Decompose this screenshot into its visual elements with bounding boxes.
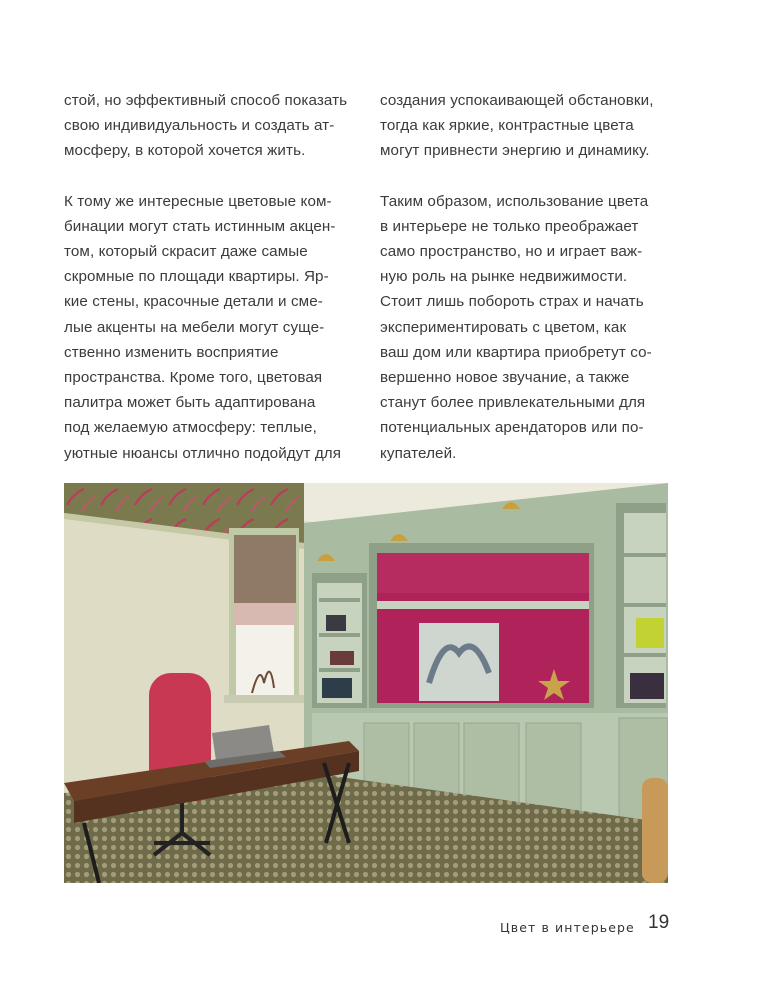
text-line: лые акценты на мебели могут суще-	[64, 318, 325, 336]
paragraph	[64, 88, 364, 164]
text-line: само пространство, но и играет важ-	[380, 243, 643, 261]
right-text-column	[380, 88, 680, 491]
section-title: Цвет в интерьере	[500, 920, 635, 935]
text-line: экспериментировать с цветом, как	[380, 318, 627, 336]
text-line: Таким образом, использование цвета	[380, 192, 649, 210]
text-line: мосферу, в которой хочется жить.	[64, 142, 306, 160]
text-line: могут привнести энергию и динамику.	[380, 142, 650, 160]
page-number: 19	[648, 912, 670, 933]
paragraph	[64, 189, 364, 466]
text-line: создания успокаивающей обстановки,	[380, 92, 654, 109]
text-line: купателей.	[380, 444, 457, 462]
text-line: ную роль на рынке недвижимости.	[380, 268, 628, 286]
text-line: пространства. Кроме того, цветовая	[64, 369, 323, 387]
interior-photo	[64, 483, 668, 883]
niche-shelf	[377, 601, 589, 609]
text-line: свою индивидуальность и создать ат-	[64, 117, 335, 135]
text-line: потенциальных арендаторов или по-	[380, 419, 644, 437]
text-line: в интерьере не только преображает	[380, 217, 639, 235]
text-line: ваш дом или квартира приобретут со-	[380, 343, 652, 361]
text-line: кие стены, красочные детали и сме-	[64, 293, 323, 311]
text-line: том, который скрасит даже самые	[64, 243, 308, 261]
armchair	[642, 778, 668, 883]
text-line: Стоит лишь побороть страх и начать	[380, 293, 644, 311]
text-line: палитра может быть адаптирована	[64, 394, 316, 412]
text-line: ственно изменить восприятие	[64, 343, 279, 361]
text-line: вершенно новое звучание, а также	[380, 369, 630, 387]
text-line: К тому же интересные цветовые ком-	[64, 192, 332, 210]
paragraph	[380, 88, 680, 164]
text-line: бинации могут стать истинным акцен-	[64, 217, 336, 235]
text-line: стой, но эффективный способ показать	[64, 92, 348, 109]
text-line: тогда как яркие, контрастные цвета	[380, 117, 634, 135]
text-line: станут более привлекательными для	[380, 394, 646, 412]
text-line: уютные нюансы отлично подойдут для	[64, 444, 342, 462]
text-line: скромные по площади квартиры. Яр-	[64, 268, 329, 286]
paragraph	[380, 189, 680, 466]
text-line: под желаемую атмосферу: теплые,	[64, 419, 317, 437]
left-text-column	[64, 88, 364, 491]
